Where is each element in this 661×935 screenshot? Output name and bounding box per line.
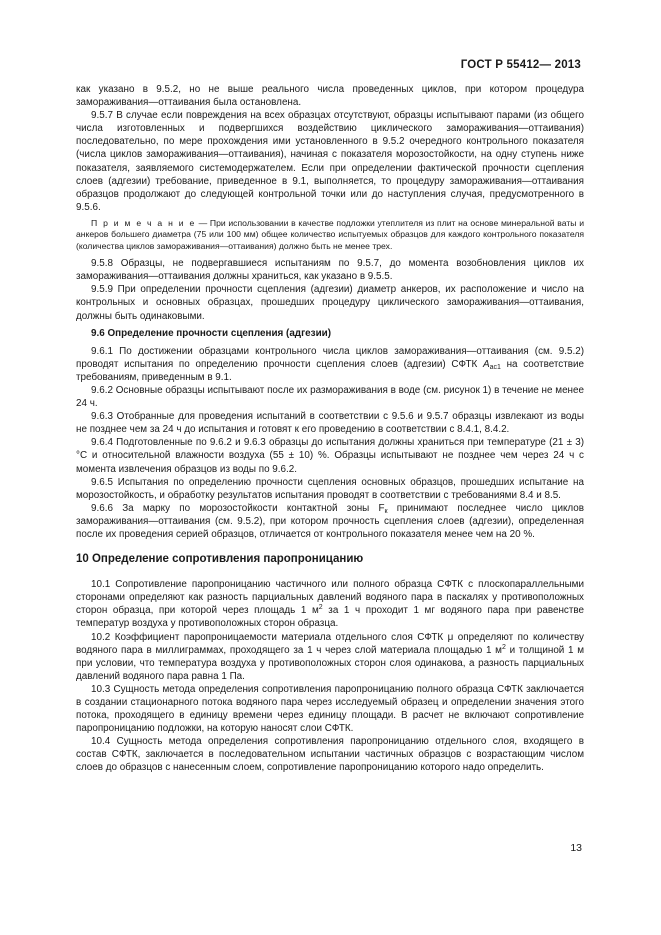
paragraph-10-1-tail: за 1 ч проходит 1 мг водяного пара при равенстве температур воздуха у противоположных сторон образца. — [76, 605, 584, 630]
paragraph-9-6-5: 9.6.5 Испытания по определению прочности сцепления основных образцов, прошедших испытание на морозостойкость, и обработку результатов испытания проводят в соответствии с требованиями 8.4 и 8.5. — [76, 476, 584, 501]
note-text: — При использовании в качестве подложки утеплителя из плит на основе минеральной ваты и анкеров большего диаметра (75 или 100 мм) общее количество испытуемых образцов для каждого контрольного показателя (количества циклов замораживания—оттаивания) должно быть не менее трех. — [76, 217, 584, 251]
subsection-heading-9-6: 9.6 Определение прочности сцепления (адгезии) — [91, 327, 332, 339]
paragraph-9-5-7: 9.5.7 В случае если повреждения на всех образцах отсутствуют, образцы испытывают парами (из общего числа изготовленных и подвергшихся воздействию циклического замораживания—оттаивания) последовательно, по мере прохождения ими установленного в 9.5.2 очередного контрольного показателя (числа циклов замораживания—оттаивания), начиная с показателя морозостойкости, на одну ступень ниже показателя, заявляемого системодержателем. Если при определении фактической прочности сцепления слоев (адгезии) требование, приведенное в 9.1, выполняется, то процедуру замораживания—оттаивания образцов продолжают до следующей контрольной точки или до наступления случая, предусмотренного в 9.5.6. — [76, 110, 584, 213]
page-number: 13 — [570, 842, 582, 854]
section-heading-10: 10 Определение сопротивления паропроницанию — [76, 553, 364, 566]
paragraph-10-2-tail: и толщиной 1 м при условии, что температура воздуха у противоположных сторон слоя одинакова, а разность парциальных давлений водяного пара равна 1 Па. — [76, 644, 584, 682]
paragraph-9-5-9: 9.5.9 При определении прочности сцепления (адгезии) диаметр анкеров, их расположение и число на контрольных и основных образцах, прошедших процедуру циклического замораживания—оттаивания, должны быть одинаковыми. — [76, 284, 584, 322]
paragraph-9-6-6-tail: принимают последнее число циклов замораживания—оттаивания (см. 9.5.2), при котором прочность сцепления слоев (адгезии), определенная после их проведения серией образцов, отличается от контрольного показателя менее чем на 20 %. — [76, 502, 584, 541]
paragraph-10-4: 10.4 Сущность метода определения сопротивления паропроницанию отдельного слоя, входящего в состав СФТК, заключается в последовательном испытании частичных образцов с возрастающим числом слоев до образцов с нанесенным слоем, сопротивление паропроницанию которого надо определить. — [76, 736, 584, 774]
paragraph-9-6-1-tail: на соответствие требованиям, приведенным в 9.1. — [76, 358, 584, 383]
unit-superscript: 2 — [501, 643, 506, 651]
paragraph-9-6-1-text: 9.6.1 По достижении образцами контрольного числа циклов замораживания—оттаивания (см. 9.5.2) проводят испытания по определению прочности сцепления слоев (адгезии) СФТК — [76, 345, 584, 370]
paragraph-10-1-text: 10.1 Сопротивление паропроницанию частичного или полного образца СФТК с плоскопараллельными сторонами определяют как разность парциальных давлений водяного пара в паскалях у противоположных сторон образца, при которой через площадь 1 м — [76, 579, 584, 617]
paragraph-9-6-1 — [76, 345, 584, 384]
paragraph-9-5-8: 9.5.8 Образцы, не подвергавшиеся испытаниям по 9.5.7, до момента возобновления циклов их замораживания—оттаивания должны храниться, как указано в 9.5.5. — [76, 258, 584, 283]
adhesion-symbol: A — [482, 358, 490, 370]
paragraph-9-6-3: 9.6.3 Отобранные для проведения испытаний в соответствии с 9.5.6 и 9.5.7 образцы извлекают из воды не позднее чем за 24 ч до испытания и готовят к его проведению в соответствии с 8.4.1, 8.4.2. — [76, 411, 584, 436]
frost-symbol-subscript: к — [384, 507, 388, 515]
paragraph-9-6-6 — [76, 502, 584, 541]
note — [76, 218, 584, 252]
unit-superscript: 2 — [318, 604, 323, 612]
paragraph-continuation: как указано в 9.5.2, но не выше реального числа проведенных циклов, при котором процедура замораживания—оттаивания была остановлена. — [76, 84, 584, 109]
standard-header: ГОСТ Р 55412— 2013 — [460, 59, 581, 71]
paragraph-10-2 — [76, 631, 584, 683]
document-body — [76, 83, 584, 775]
paragraph-9-6-2: 9.6.2 Основные образцы испытывают после их размораживания в воде (см. рисунок 1) в течение не менее 24 ч. — [76, 385, 584, 410]
paragraph-9-6-6-text: 9.6.6 За марку по морозостойкости контактной зоны F — [91, 502, 385, 514]
adhesion-symbol-subscript: ас1 — [489, 363, 501, 371]
paragraph-10-1 — [76, 578, 584, 630]
note-label: П р и м е ч а н и е — [91, 217, 196, 228]
paragraph-10-3: 10.3 Сущность метода определения сопротивления паропроницанию полного образца СФТК заключается в создании стационарного потока водяного пара через исследуемый образец и определении значения этого потока, проходящего в единицу времени через единицу площади. В расчет не включают сопротивление паропроницанию подложки, на которую наносят слои СФТК. — [76, 683, 584, 735]
paragraph-10-2-text: 10.2 Коэффициент паропроницаемости материала отдельного слоя СФТК μ определяют по количеству водяного пара в миллиграммах, проходящего за 1 ч через слой материала площадью 1 м — [76, 631, 584, 656]
paragraph-9-6-4: 9.6.4 Подготовленные по 9.6.2 и 9.6.3 образцы до испытания должны храниться при температуре (21 ± 3) °С и относительной влажности воздуха (55 ± 10) %. Образцы испытывают не позднее чем через 24 ч с момента извлечения образцов из воды по 9.6.2. — [76, 437, 584, 475]
